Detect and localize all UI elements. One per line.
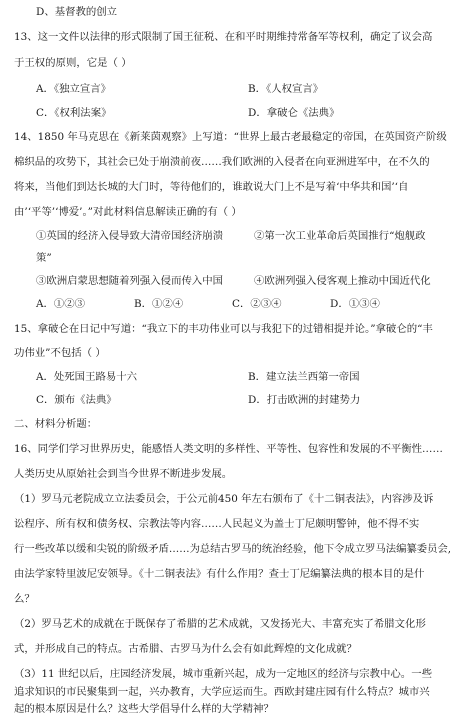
- q16-part1-line5: 么？: [14, 593, 35, 605]
- q14-item-1: ①英国的经济入侵导致大清帝国经济崩溃: [36, 230, 224, 242]
- q16-part1-line4: 由法学家特里波尼安领导。《十二铜表法》有什么作用？查士丁尼编纂法典的根本目的是什: [14, 568, 425, 580]
- q15-stem-line2: 功伟业”不包括（ ）: [14, 347, 106, 359]
- q16-part1-line2: 讼程序、所有权和债务权、宗教法等内容……人民起义为盖士丁尼颇明警钟，他不得不实: [14, 518, 420, 530]
- q16-part3-line2: 追求知识的市民聚集到一起，兴办教育，大学应运而生。西欧封建庄园有什么特点？城市兴: [14, 686, 430, 698]
- q14-option-c: C．②③④: [232, 298, 282, 310]
- q15-option-c: C．颁布《法典》: [36, 394, 117, 406]
- q14-item-4: ④欧洲列强入侵客观上推动中国近代化: [254, 275, 431, 287]
- q14-item-2-cont: 策”: [36, 252, 52, 264]
- q16-part3-line3: 起的根本原因是什么？这些大学倡导什么样的大学精神？: [14, 703, 274, 715]
- q16-part1-line3: 行一些改革以缓和尖锐的阶级矛盾……为总结古罗马的统治经验，他下令成立罗马法编纂委员会,: [14, 543, 452, 555]
- q13-stem-line1: 13、这一文件以法律的形式限制了国王征税、在和平时期维持常备军等权利，确定了议会高: [14, 31, 433, 43]
- q14-option-d: D．①③④: [330, 298, 380, 310]
- q13-option-a: A．《独立宣言》: [36, 83, 112, 95]
- q13-option-d: D．拿破仑《法典》: [248, 107, 340, 119]
- q14-stem-line4: 由’‘平等’‘博爱’。”对此材料信息解读正确的有（ ）: [14, 206, 242, 218]
- q14-item-2: ②第一次工业革命后英国推行“炮舰政: [254, 230, 426, 242]
- q15-stem-line1: 15、拿破仑在日记中写道：“我立下的丰功伟业可以与我犯下的过错相提并论。”拿破仑的“丰: [14, 323, 433, 335]
- q15-option-d: D．打击欧洲的封建势力: [248, 394, 361, 406]
- q16-part2-line1: （2）罗马艺术的成就在于既保存了希腊的艺术成就，又发扬光大、丰富充实了希腊文化形: [14, 618, 426, 630]
- q16-intro-line2: 人类历史从原始社会到当今世界不断进步发展。: [14, 468, 233, 480]
- q12-option-d: D、基督教的创立: [36, 6, 118, 18]
- q13-stem-line2: 于王权的原则，它是（ ）: [14, 57, 132, 69]
- q14-stem-line2: 棉织品的攻势下，其社会已处于崩溃前夜……我们欧洲的入侵者在向亚洲进军中，在不久的: [14, 156, 430, 168]
- q14-stem-line3: 将来，当他们到达长城的大门时，等待他们的，谁敢说大门上不是写着‘中华共和国’‘自: [14, 181, 409, 193]
- q14-stem-line1: 14、1850 年马克思在《新莱茵观察》上写道：“世界上最古老最稳定的帝国，在英国资产阶级: [14, 131, 447, 143]
- q16-part2-line2: 式，并形成自己的特点。古希腊、古罗马为什么会有如此辉煌的文化成就？: [14, 643, 357, 655]
- section-title: 二、材料分析题：: [14, 418, 98, 430]
- q16-intro-line1: 16、同学们学习世界历史，能感悟人类文明的多样性、平等性、包容性和发展的不平衡性……: [14, 443, 443, 455]
- q14-option-a: A．①②③: [36, 298, 86, 310]
- q16-part3-line1: （3）11 世纪以后，庄园经济发展，城市重新兴起，成为一定地区的经济与宗教中心。一些: [14, 668, 432, 680]
- q13-option-c: C．《权利法案》: [36, 107, 112, 119]
- q15-option-b: B．建立法兰西第一帝国: [248, 371, 360, 383]
- q15-option-a: A．处死国王路易十六: [36, 371, 138, 383]
- q14-option-b: B．①②④: [134, 298, 184, 310]
- q16-part1-line1: （1）罗马元老院成立立法委员会，于公元前450 年左右颁布了《十二铜表法》，内容涉及诉: [14, 493, 434, 505]
- q14-item-3: ③欧洲启蒙思想随着列强入侵而传入中国: [36, 275, 224, 287]
- q13-option-b: B．《人权宣言》: [248, 83, 324, 95]
